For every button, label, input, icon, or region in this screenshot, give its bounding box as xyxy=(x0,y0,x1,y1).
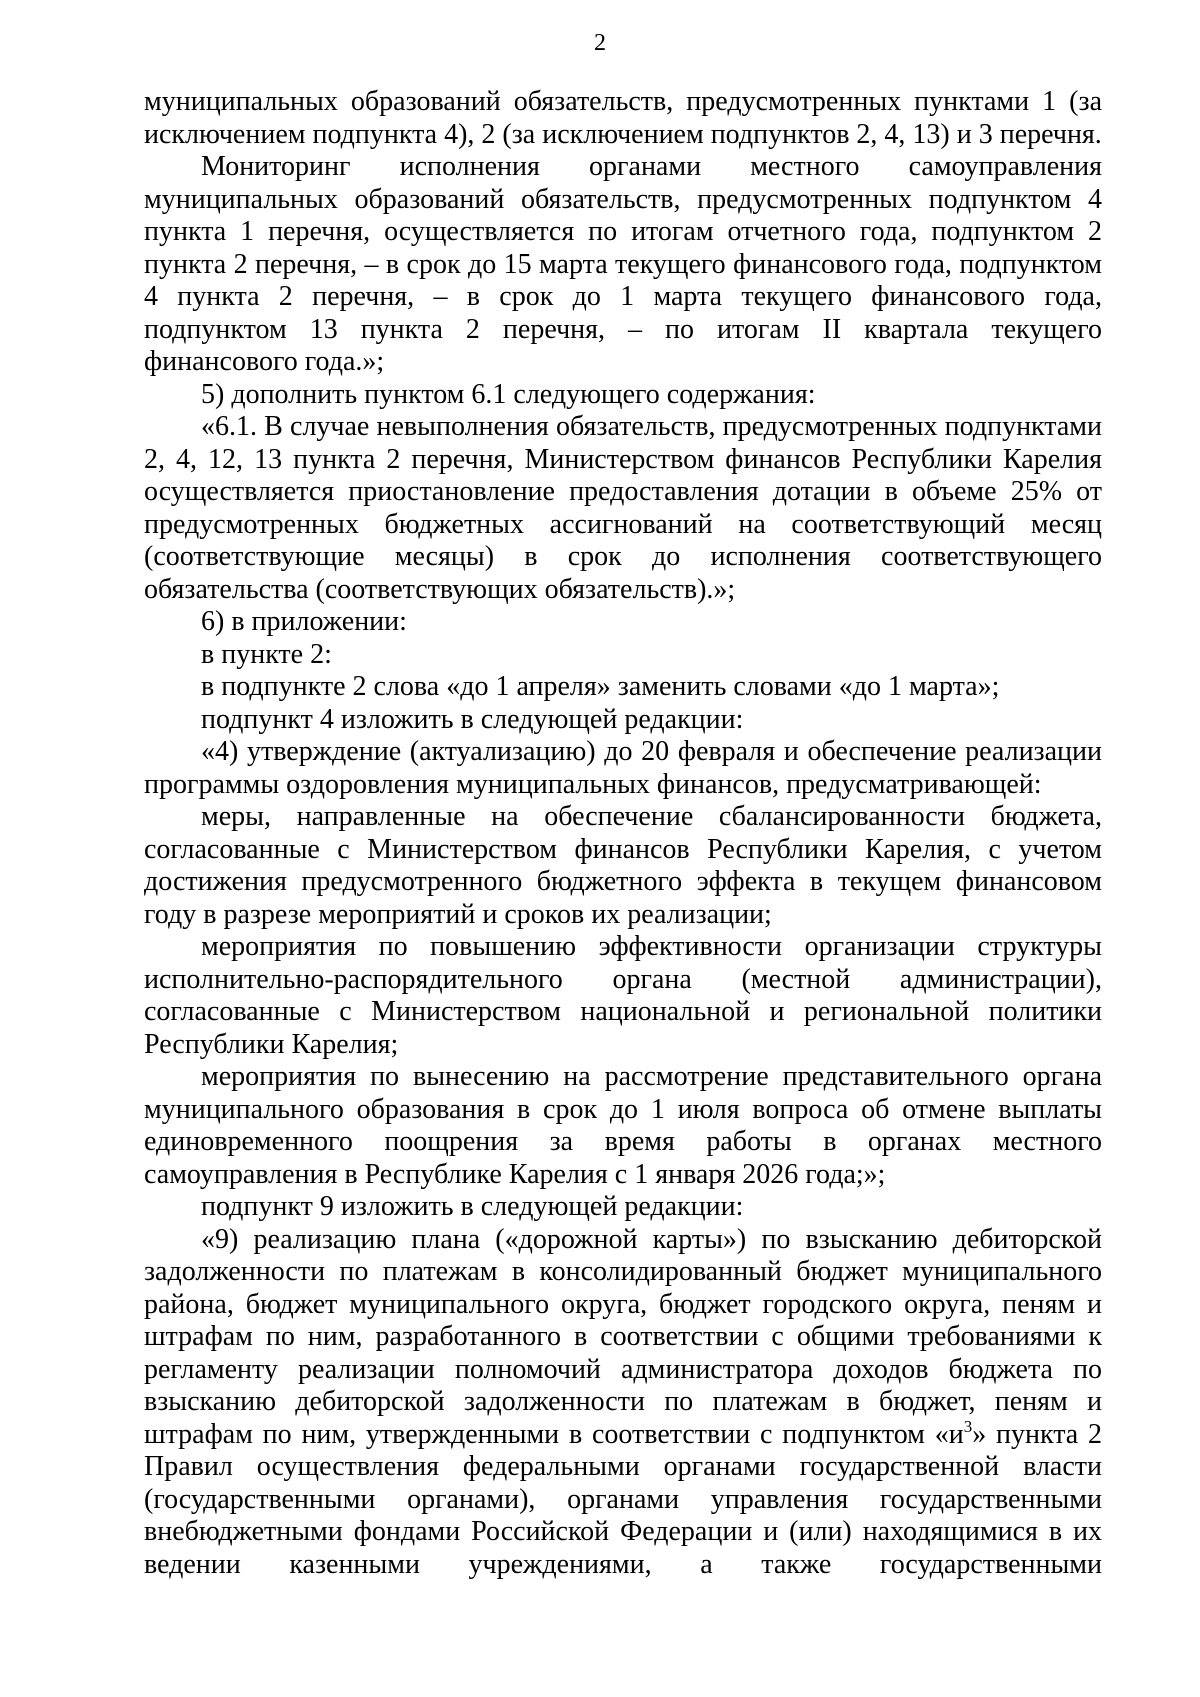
paragraph-continued xyxy=(144,1224,1102,1582)
paragraph: 6) в приложении: xyxy=(201,606,407,637)
paragraph-text: «9) реализацию плана («дорожной карты») по взысканию дебиторской задолженности по платежам в консолидированный бюджет муниципального района, бюджет муниципального округа, бюджет городского округа, пеням и штрафам по ним, разработанного в соответствии с общими требованиями к регламенту реализации полномочий администратора доходов бюджета по взысканию дебиторской задолженности по платежам в бюджет, пеням и штрафам по ним, утвержденными в соответствии с подпунктом «и xyxy=(144,1223,1102,1450)
paragraph: в подпункте 2 слова «до 1 апреля» заменить словами «до 1 марта»; xyxy=(201,671,1000,702)
paragraph: «4) утверждение (актуализацию) до 20 февраля и обеспечение реализации программы оздоровления муниципальных финансов, предусматривающей: xyxy=(144,736,1102,800)
paragraph: «6.1. В случае невыполнения обязательств, предусмотренных подпунктами 2, 4, 12, 13 пункта 2 перечня, Министерством финансов Республики Карелия осуществляется приостановление предоставления дотации в объеме 25% от предусмотренных бюджетных ассигнований на соответствующий месяц (соответствующие месяцы) в срок до исполнения соответствующего обязательства (соответствующих обязательств).»; xyxy=(144,411,1102,605)
paragraph: в пункте 2: xyxy=(201,638,332,670)
paragraph: подпункт 4 изложить в следующей редакции: xyxy=(201,703,744,735)
paragraph: подпункт 9 изложить в следующей редакции: xyxy=(201,1191,744,1222)
document-body xyxy=(144,86,1102,1581)
page-number: 2 xyxy=(594,30,606,56)
paragraph: меры, направленные на обеспечение сбалансированности бюджета, согласованные с Министерством финансов Республики Карелия, с учетом достижения предусмотренного бюджетного эффекта в текущем финансовом году в разрезе мероприятий и сроков их реализации; xyxy=(144,801,1102,930)
paragraph: мероприятия по вынесению на рассмотрение представительного органа муниципального образования в срок до 1 июля вопроса об отмене выплаты единовременного поощрения за время работы в органах местного самоуправления в Республике Карелия с 1 января 2026 года;»; xyxy=(144,1061,1102,1190)
paragraph-text: » пункта 2 Правил осуществления федеральными органами государственной власти (государственными органами), органами управления государственными внебюджетными фондами Российской Федерации и (или) находящимися в их ведении казенными учреждениями, а также государственными xyxy=(144,1418,1102,1580)
paragraph: муниципальных образований обязательств, предусмотренных пунктами 1 (за исключением подпункта 4), 2 (за исключением подпунктов 2, 4, 13) и 3 перечня. xyxy=(144,86,1102,150)
paragraph: мероприятия по повышению эффективности организации структуры исполнительно-распорядительного органа (местной администрации), согласованные с Министерством национальной и региональной политики Республики Карелия; xyxy=(144,931,1102,1060)
superscript: 3 xyxy=(963,1416,973,1436)
paragraph: 5) дополнить пунктом 6.1 следующего содержания: xyxy=(201,378,816,410)
paragraph: Мониторинг исполнения органами местного самоуправления муниципальных образований обязательств, предусмотренных подпунктом 4 пункта 1 перечня, осуществляется по итогам отчетного года, подпунктом 2 пункта 2 перечня, – в срок до 15 марта текущего финансового года, подпунктом 4 пункта 2 перечня, – в срок до 1 марта текущего финансового года, подпунктом 13 пункта 2 перечня, – по итогам II квартала текущего финансового года.»; xyxy=(144,151,1102,377)
